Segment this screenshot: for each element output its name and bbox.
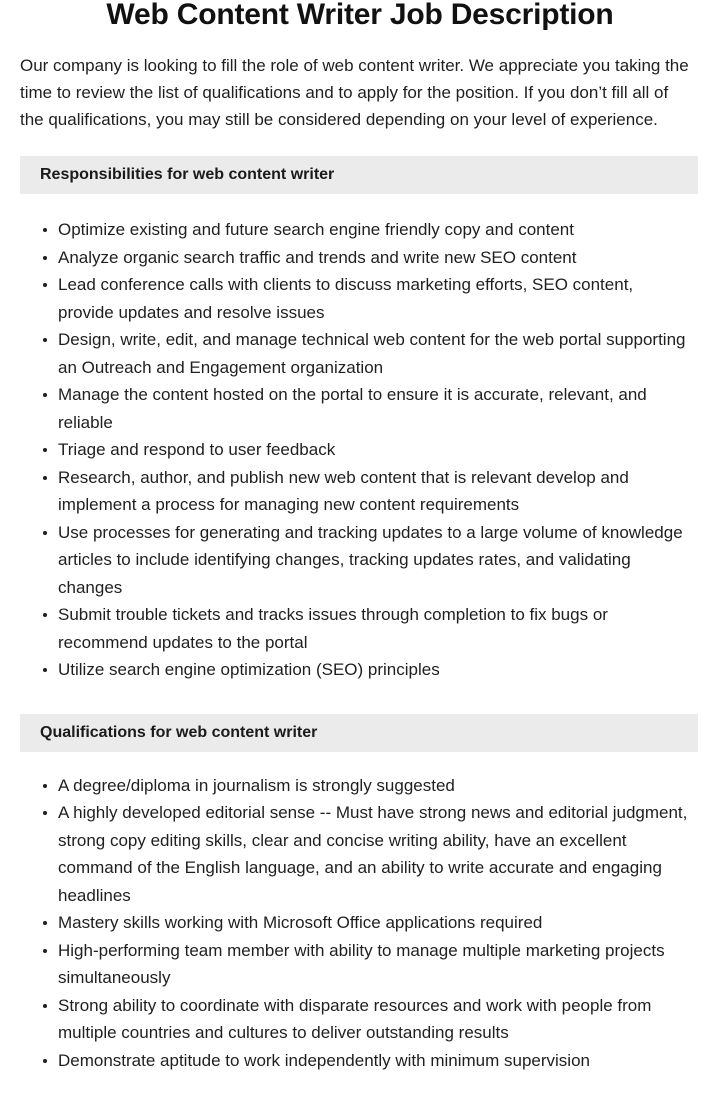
section-heading-label: Qualifications for web content writer (40, 723, 318, 741)
list-item: Research, author, and publish new web content that is relevant develop and implement a process for managing new content requirements (0, 464, 690, 519)
qualifications-list (0, 752, 720, 1075)
section-qualifications (0, 714, 720, 1075)
list-item: Utilize search engine optimization (SEO) principles (0, 656, 690, 684)
list-item: Mastery skills working with Microsoft Office applications required (0, 909, 690, 937)
list-item: Manage the content hosted on the portal to ensure it is accurate, relevant, and reliable (0, 381, 690, 436)
list-item: Triage and respond to user feedback (0, 436, 690, 464)
list-item: Demonstrate aptitude to work independently with minimum supervision (0, 1047, 690, 1075)
list-item: Strong ability to coordinate with disparate resources and work with people from multiple countries and cultures to deliver outstanding results (0, 992, 690, 1047)
intro-paragraph: Our company is looking to fill the role of web content writer. We appreciate you taking the time to review the list of qualifications and to apply for the position. If you don’t fill all of the qualifications, you may still be considered depending on your level of experience. (20, 56, 689, 129)
list-item: Submit trouble tickets and tracks issues through completion to fix bugs or recommend updates to the portal (0, 601, 690, 656)
list-item: A highly developed editorial sense -- Must have strong news and editorial judgment, strong copy editing skills, clear and concise writing ability, have an excellent command of the English language, and an ability to write accurate and engaging headlines (0, 799, 690, 909)
section-heading-label: Responsibilities for web content writer (40, 166, 335, 183)
list-item: Optimize existing and future search engine friendly copy and content (0, 216, 690, 244)
list-item: A degree/diploma in journalism is strongly suggested (0, 772, 690, 800)
list-item: Design, write, edit, and manage technical web content for the web portal supporting an Outreach and Engagement organization (0, 326, 690, 381)
section-header-responsibilities (20, 156, 698, 194)
section-responsibilities (0, 156, 720, 684)
list-item: Lead conference calls with clients to discuss marketing efforts, SEO content, provide updates and resolve issues (0, 271, 690, 326)
list-item: Use processes for generating and tracking updates to a large volume of knowledge articles to include identifying changes, tracking updates rates, and validating changes (0, 519, 690, 602)
list-item: High-performing team member with ability to manage multiple marketing projects simultaneously (0, 937, 690, 992)
list-item: Analyze organic search traffic and trends and write new SEO content (0, 244, 690, 272)
section-header-qualifications (20, 714, 698, 752)
page-title: Web Content Writer Job Description (106, 0, 614, 31)
responsibilities-list (0, 194, 720, 684)
